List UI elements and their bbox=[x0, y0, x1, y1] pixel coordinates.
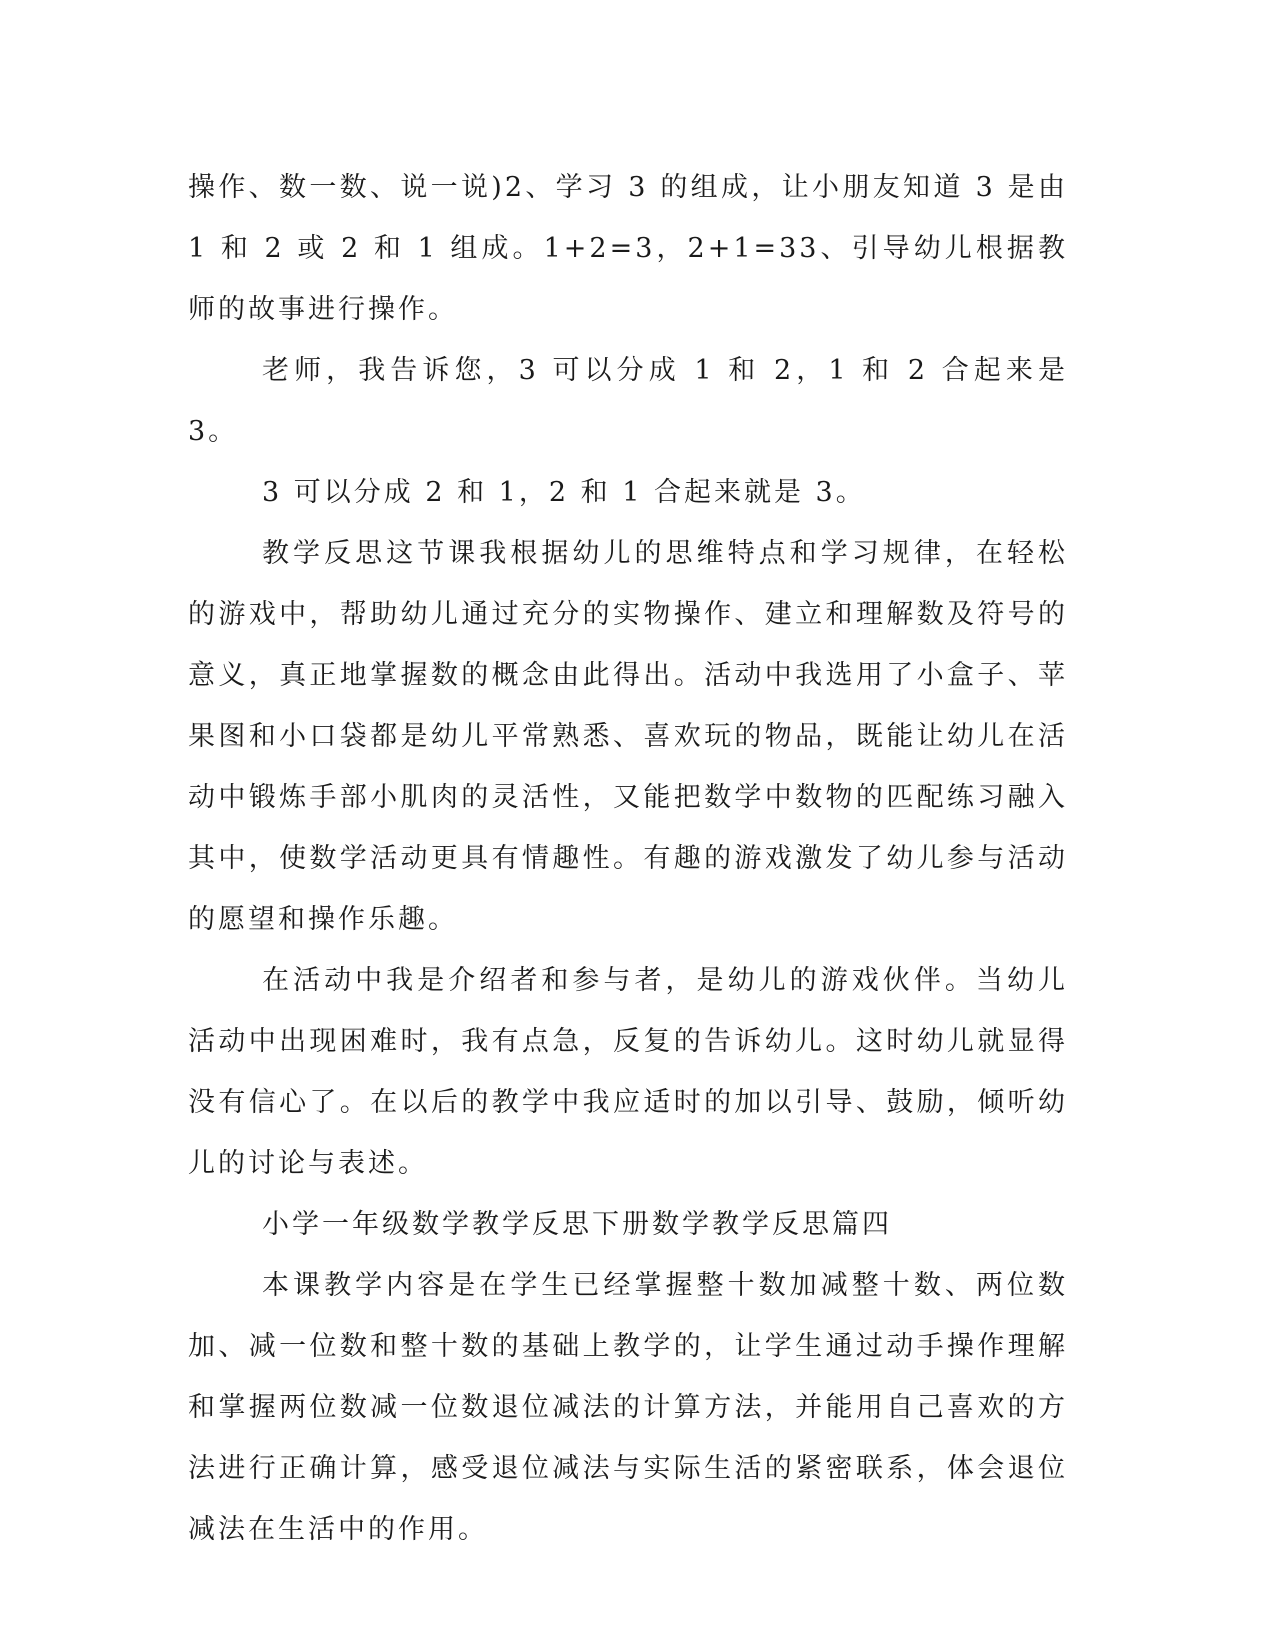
paragraph-activity-reflection: 在活动中我是介绍者和参与者，是幼儿的游戏伙伴。当幼儿活动中出现困难时，我有点急，反复的告诉幼儿。这时幼儿就显得没有信心了。在以后的教学中我应适时的加以引导、鼓励，倾听幼儿的讨论与表述。 bbox=[188, 965, 1068, 1179]
paragraph-lesson-content: 本课教学内容是在学生已经掌握整十数加减整十数、两位数加、减一位数和整十数的基础上教学的，让学生通过动手操作理解和掌握两位数减一位数退位减法的计算方法，并能用自己喜欢的方法进行正确计算，感受退位减法与实际生活的紧密联系，体会退位减法在生活中的作用。 bbox=[188, 1270, 1068, 1545]
paragraph-teacher-dialogue-1: 老师，我告诉您，3 可以分成 1 和 2，1 和 2 合起来是 3。 bbox=[188, 355, 1068, 447]
paragraph-teaching-reflection: 教学反思这节课我根据幼儿的思维特点和学习规律，在轻松的游戏中，帮助幼儿通过充分的实物操作、建立和理解数及符号的意义，真正地掌握数的概念由此得出。活动中我选用了小盒子、苹果图和小口袋都是幼儿平常熟悉、喜欢玩的物品，既能让幼儿在活动中锻炼手部小肌肉的灵活性，又能把数学中数物的匹配练习融入其中，使数学活动更具有情趣性。有趣的游戏激发了幼儿参与活动的愿望和操作乐趣。 bbox=[188, 538, 1068, 935]
document-body bbox=[188, 157, 1068, 1560]
section-heading: 小学一年级数学教学反思下册数学教学反思篇四 bbox=[262, 1209, 892, 1240]
paragraph-continuation: 操作、数一数、说一说)2、学习 3 的组成，让小朋友知道 3 是由 1 和 2 或 2 和 1 组成。1+2=3，2+1=33、引导幼儿根据教师的故事进行操作。 bbox=[188, 172, 1068, 325]
paragraph-teacher-dialogue-2: 3 可以分成 2 和 1，2 和 1 合起来就是 3。 bbox=[262, 477, 866, 508]
